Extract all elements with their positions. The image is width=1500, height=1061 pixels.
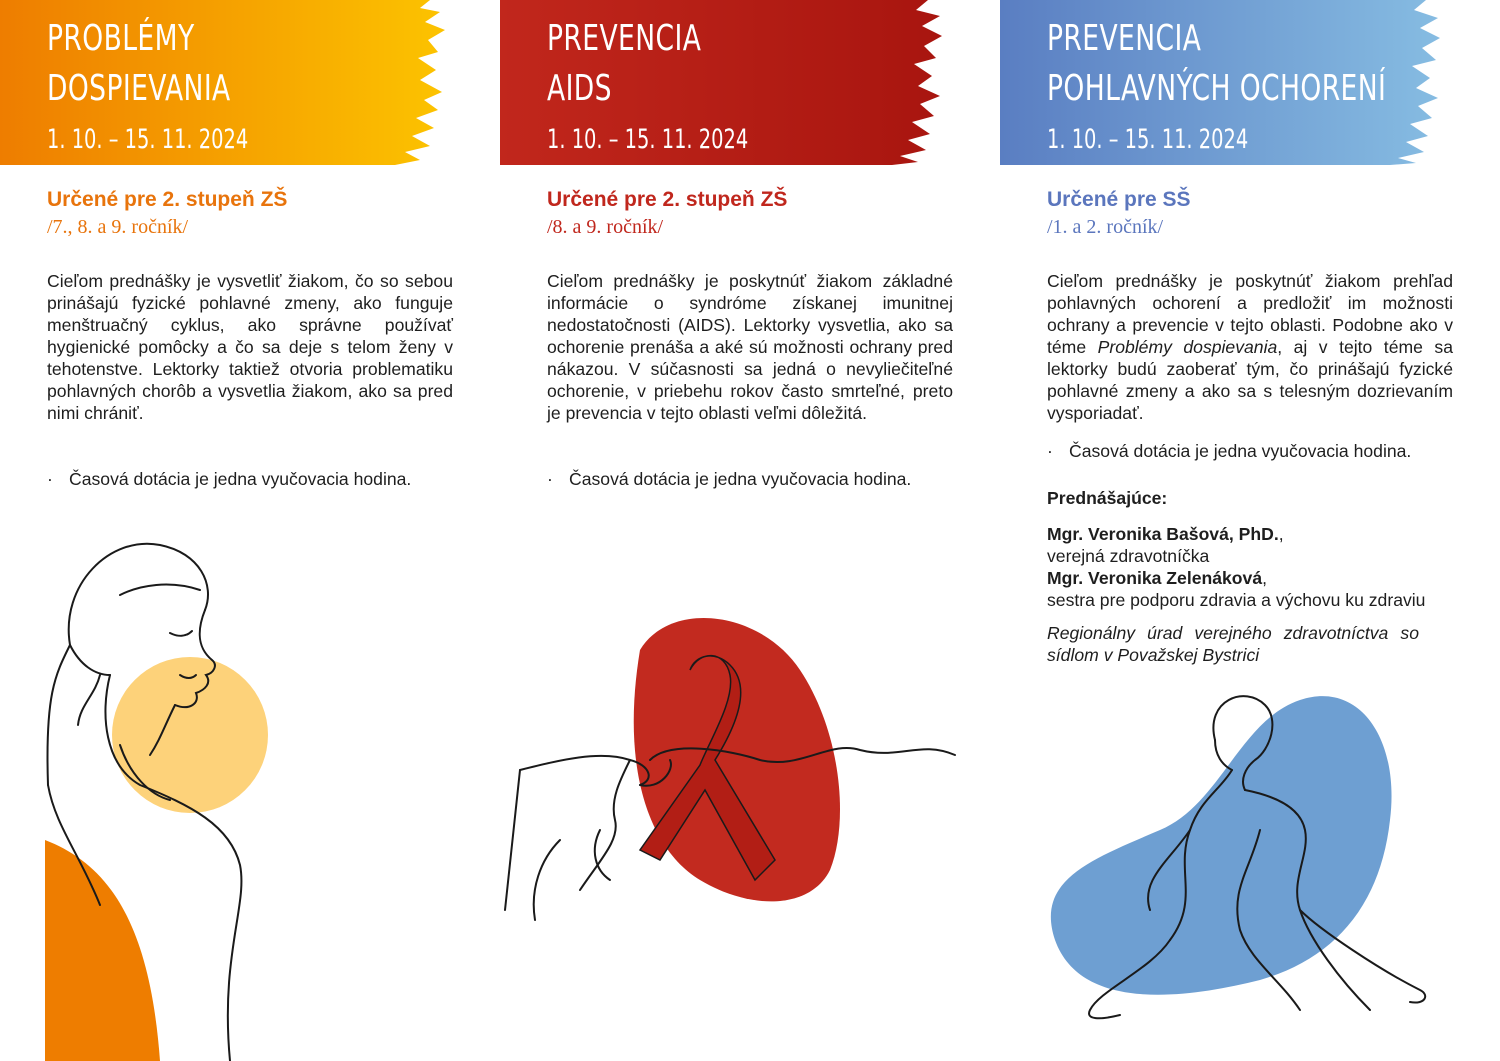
grade-range: /1. a 2. ročník/	[1047, 216, 1164, 238]
lecturer-role: verejná zdravotníčka	[1047, 546, 1210, 566]
grade-range: /7., 8. a 9. ročník/	[47, 216, 189, 238]
banner-date: 1. 10. – 15. 11. 2024	[1047, 124, 1249, 155]
description: Cieľom prednášky je vysvetliť žiakom, čo so sebou prinášajú fyzické pohlavné zmeny, ako funguje menštruačný cyklus, ako správne používať hygienické pomôcky a čo sa deje s telom ženy v tehotenstve. Lektorky taktiež otvoria problematiku pohlavných chorôb a vysvetlia žiakom, ako sa pred nimi chrániť.	[47, 271, 453, 423]
banner-title: PREVENCIA AIDS	[547, 18, 702, 109]
time-allocation: · Časová dotácia je jedna vyučovacia hodina.	[47, 469, 412, 489]
time-allocation: · Časová dotácia je jedna vyučovacia hodina.	[1047, 441, 1412, 461]
banner-title: PROBLÉMY DOSPIEVANIA	[47, 18, 231, 109]
panel-puberty	[0, 0, 500, 1061]
topic-reference: Problémy dospievania	[1097, 337, 1278, 357]
grade-range: /8. a 9. ročník/	[547, 216, 664, 238]
time-allocation: · Časová dotácia je jedna vyučovacia hodina.	[547, 469, 912, 489]
banner-title: PREVENCIA POHLAVNÝCH OCHORENÍ	[1047, 18, 1387, 109]
banner-date: 1. 10. – 15. 11. 2024	[547, 124, 749, 155]
panel-aids	[500, 0, 1000, 1061]
banner-aids	[500, 0, 955, 165]
description: Cieľom prednášky je poskytnúť žiakom základné informácie o syndróme získanej imunitnej nedostatočnosti (AIDS). Lektorky vysvetlia, ako sa ochorenie prenáša a aké sú možnosti ochrany pred nákazou. V súčasnosti sa jedná o nevyliečiteľné ochorenie, v priebehu rokov často smrteľné, preto je prevencia v tejto oblasti veľmi dôležitá.	[547, 271, 953, 423]
lecturer-name: Mgr. Veronika Bašová, PhD.,	[1047, 524, 1284, 544]
lecturers-heading: Prednášajúce:	[1047, 488, 1168, 508]
description: Cieľom prednášky je poskytnúť žiakom prehľad pohlavných ochorení a predložiť im možnosti ochrany a prevencie v tejto oblasti. Podobne ako v téme Problémy dospievania, aj v tejto téme sa lektorky budú zaoberať tým, čo prinášajú fyzické pohlavné zmeny a ako sa s telesným dozrievaním vysporiadať.	[1047, 271, 1453, 423]
red-ribbon-illustration	[500, 590, 1000, 1061]
seated-figure-illustration	[1000, 680, 1500, 1061]
target-audience: Určené pre 2. stupeň ZŠ	[547, 188, 788, 211]
banner-date: 1. 10. – 15. 11. 2024	[47, 124, 249, 155]
banner-puberty	[0, 0, 455, 165]
bullet-icon: ·	[47, 469, 53, 489]
bullet-icon: ·	[547, 469, 553, 489]
bullet-icon: ·	[1047, 441, 1053, 461]
panel-std	[1000, 0, 1500, 1061]
banner-std	[1000, 0, 1455, 165]
target-audience: Určené pre 2. stupeň ZŠ	[47, 188, 288, 211]
organization: Regionálny úrad verejného zdravotníctva so sídlom v Považskej Bystrici	[1047, 623, 1419, 665]
lecturer-role: sestra pre podporu zdravia a výchovu ku zdraviu	[1047, 590, 1426, 610]
target-audience: Určené pre SŠ	[1047, 188, 1191, 211]
lecturer-name: Mgr. Veronika Zelenáková,	[1047, 568, 1268, 588]
woman-portrait-illustration	[0, 525, 500, 1061]
